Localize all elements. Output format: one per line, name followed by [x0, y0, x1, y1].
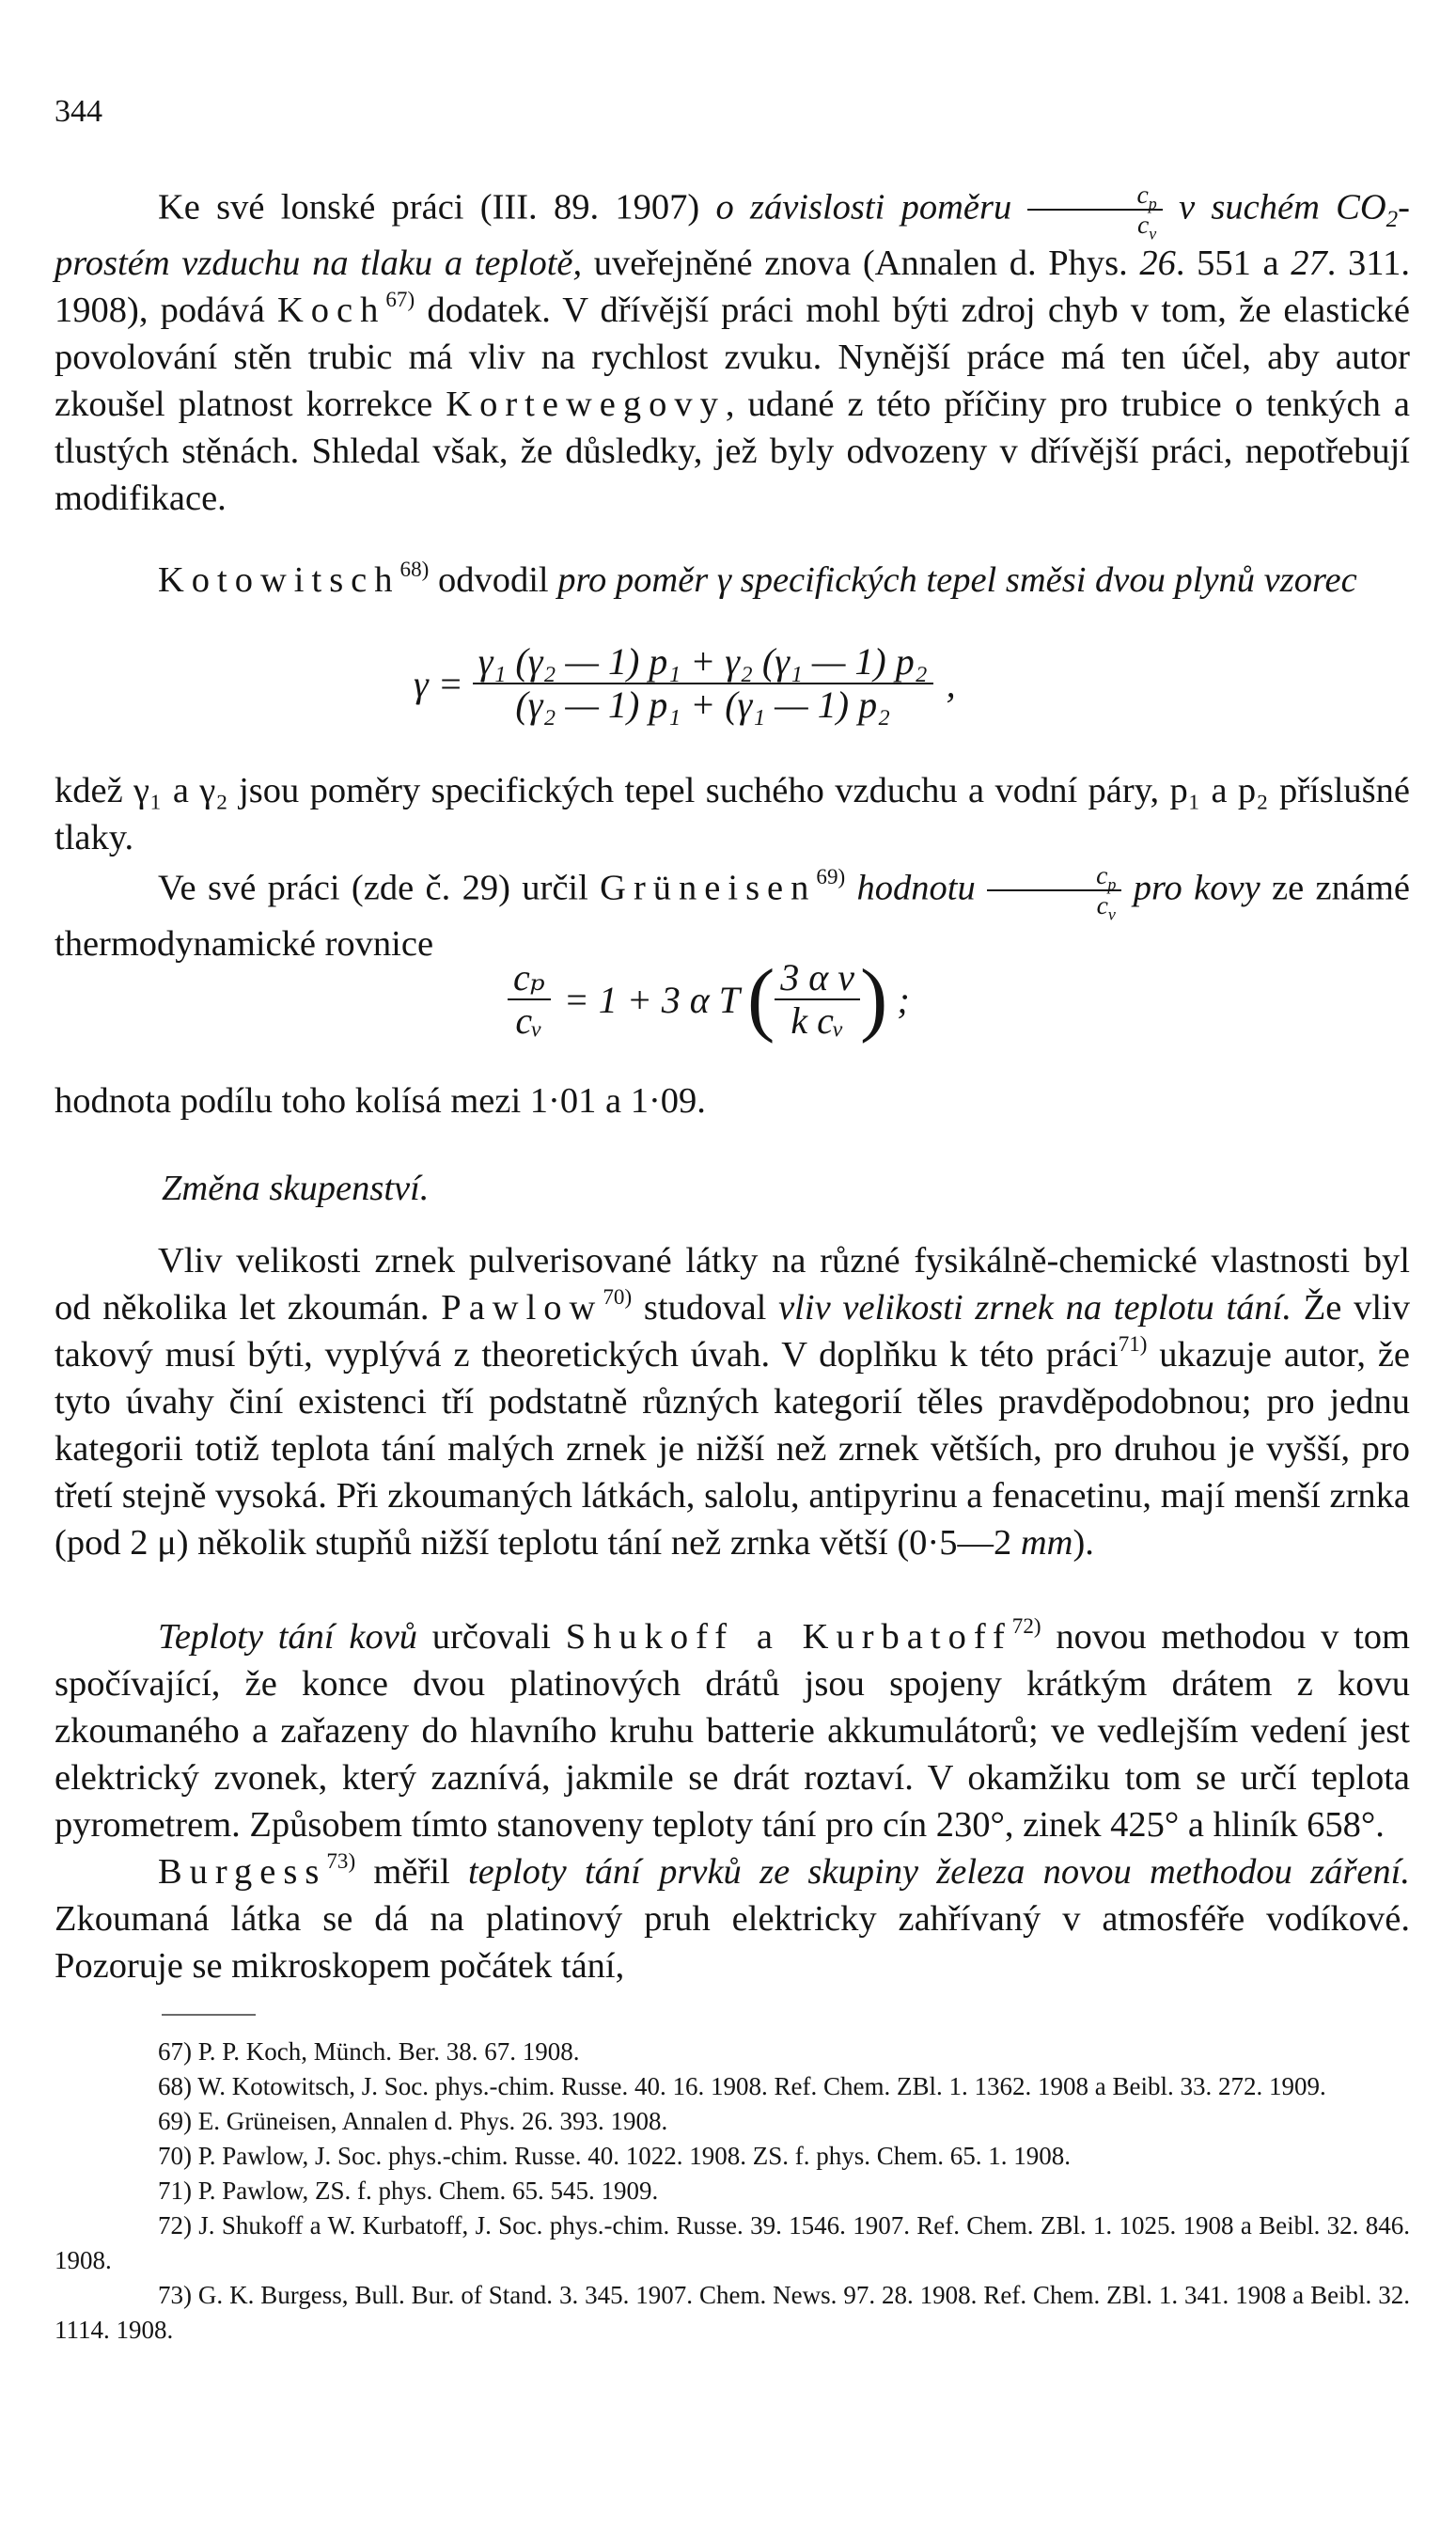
footnote-70: 70) P. Pawlow, J. Soc. phys.-chim. Russe. 40. 1022. 1908. ZS. f. phys. Chem. 65. 1. 1908.: [158, 2142, 1072, 2170]
equation-thermodynamic: $\frac{\text{cₚ}}{\text{cᵥ}}$ = 1 + 3 α T ( $\frac{\text{3 α v}}{\text{k cᵥ}}$ ) ;: [508, 957, 910, 1042]
footnote-73: 73) G. K. Burgess, Bull. Bur. of Stand. 3. 345. 1907. Chem. News. 97. 28. 1908. Ref. Chem. ZBl. 1. 341. 1908 a Beibl. 32. 1114. 1908.: [55, 2281, 1410, 2344]
footnote-ref: 67): [385, 286, 415, 311]
footnote-ref: 72): [1011, 1612, 1041, 1638]
paragraph-koch: Ke své lonské práci (III. 89. 1907) o závislosti poměru $\frac{c_p}{c_v}$ v suchém $CO_2$-prostém vzduchu na tlaku a teplotě, uveřejněné znova (Annalen d. Phys. 26. 551 a 27. 311. 1908), podává Koch$^{67)}$ dodatek. V dřívější práci mohl býti zdroj chyb v tom, že elastické povolování stěn trubic má vliv na rychlost zvuku. Nynější práce má ten účel, aby autor zkoušel platnost korrekce Kortewegovy, udané z této příčiny pro trubice o tenkých a tlustých stěnách. Shledal však, že důsledky, jež byly odvozeny v dřívější práci, nepotřebují modifikace.: [55, 180, 1411, 518]
ratio-cp-cv: $\frac{c_p}{c_v}$: [1027, 181, 1162, 240]
paragraph-pawlow: Vliv velikosti zrnek pulverisované látky na různé fysikálně-chemické vlastnosti byl od několika let zkoumán. Pawlow$^{70)}$ studoval vliv velikosti zrnek na teplotu tání. Že vliv takový musí býti, vyplývá z theoretických úvah. V doplňku k této práci$^{71)}$ ukazuje autor, že tyto úvahy činí existenci tří podstatně různých kategorií těles pravděpodobnou; pro jednu kategorii totiž teplota tání malých zrnek je nižší než zrnek větších, pro druhou je vyšší, pro třetí stejně vysoká. Při zkoumaných látkách, salolu, antipyrinu a fenacetinu, mají menší zrnka (pod 2 μ) několik stupňů nižší teplotu tání než zrnka větší (0·5—2 mm).: [55, 1241, 1411, 1563]
author-name: Koch: [276, 290, 386, 330]
footnote-69: 69) E. Grüneisen, Annalen d. Phys. 26. 393. 1908.: [158, 2107, 668, 2135]
footnote-67: 67) P. P. Koch, Münch. Ber. 38. 67. 1908.: [158, 2037, 580, 2066]
paragraph-burgess: Burgess$^{73)}$ měřil teploty tání prvků ze skupiny železa novou methodou záření. Zkoumaná látka se dá na platinový pruh elektricky zahřívaný v atmosféře vodíkové. Pozoruje se mikroskopem počátek tání,: [55, 1847, 1410, 1986]
author-name: Shukoff a Kurbatoff: [565, 1617, 1012, 1657]
footnote-ref: 70): [603, 1283, 633, 1309]
author-name: Pawlow: [441, 1288, 603, 1328]
paragraph-kotowitsch: Kotowitsch$^{68)}$ odvodil pro poměr γ specifických tepel směsi dvou plynů vzorec: [158, 556, 1357, 600]
footnote-ref: 69): [816, 864, 846, 889]
paragraph-where: kdež γ₁ a γ₂ jsou poměry specifických tepel suchého vzduchu a vodní páry, p₁ a p₂ příslušné tlaky.: [55, 771, 1410, 857]
author-name: Kotowitsch: [158, 560, 400, 600]
footnote-ref: 73): [326, 1847, 356, 1873]
page-number: 344: [55, 94, 102, 129]
section-heading: Změna skupenství.: [162, 1169, 430, 1208]
footnote-ref: 68): [399, 556, 430, 581]
paragraph-gruneisen: Ve své práci (zde č. 29) určil Grüneisen$^{69)}$ hodnotu $\frac{c_p}{c_v}$ pro kovy ze známé thermodynamické rovnice: [55, 860, 1410, 964]
author-name: Grüneisen: [600, 868, 817, 908]
footnote-68: 68) W. Kotowitsch, J. Soc. phys.-chim. Russe. 40. 16. 1908. Ref. Chem. ZBl. 1. 1362. 1908 a Beibl. 33. 272. 1909.: [158, 2072, 1326, 2100]
paragraph-shukoff: Teploty tání kovů určovali Shukoff a Kurbatoff$^{72)}$ novou methodou v tom spočívající, že konce dvou platinových drátů jsou spojeny krátkým drátem z kovu zkoumaného a zařazeny do hlavního kruhu batterie akkumulátorů; ve vedlejším vedení jest elektrický zvonek, který zaznívá, jakmile se drát roztaví. V okamžiku tom se určí teplota pyrometrem. Způsobem tímto stanoveny teploty tání pro cín 230°, zinek 425° a hliník 658°.: [55, 1612, 1411, 1845]
author-name: Kortewegovy: [446, 384, 726, 424]
paragraph-ratio-range: hodnota podílu toho kolísá mezi 1·01 a 1·09.: [55, 1081, 706, 1121]
footnotes: [55, 2035, 1410, 2348]
footnote-71: 71) P. Pawlow, ZS. f. phys. Chem. 65. 545. 1909.: [158, 2177, 659, 2205]
equation-gamma-mixture: γ = $\frac{\text{γ₁ (γ₂ — 1) p₁ + γ₂ (γ₁ — 1) p₂}}{\text{(γ₂ — 1) p₁ + (γ₁ — 1) p₂}}$ ,: [414, 640, 956, 726]
footnote-72: 72) J. Shukoff a W. Kurbatoff, J. Soc. phys.-chim. Russe. 39. 1546. 1907. Ref. Chem. ZBl. 1. 1025. 1908 a Beibl. 32. 846. 1908.: [55, 2211, 1410, 2274]
footnote-separator: [162, 2014, 256, 2016]
author-name: Burgess: [158, 1852, 327, 1892]
footnote-ref: 71): [1118, 1330, 1148, 1356]
ratio-cp-cv: $\frac{c_p}{c_v}$: [987, 861, 1121, 920]
